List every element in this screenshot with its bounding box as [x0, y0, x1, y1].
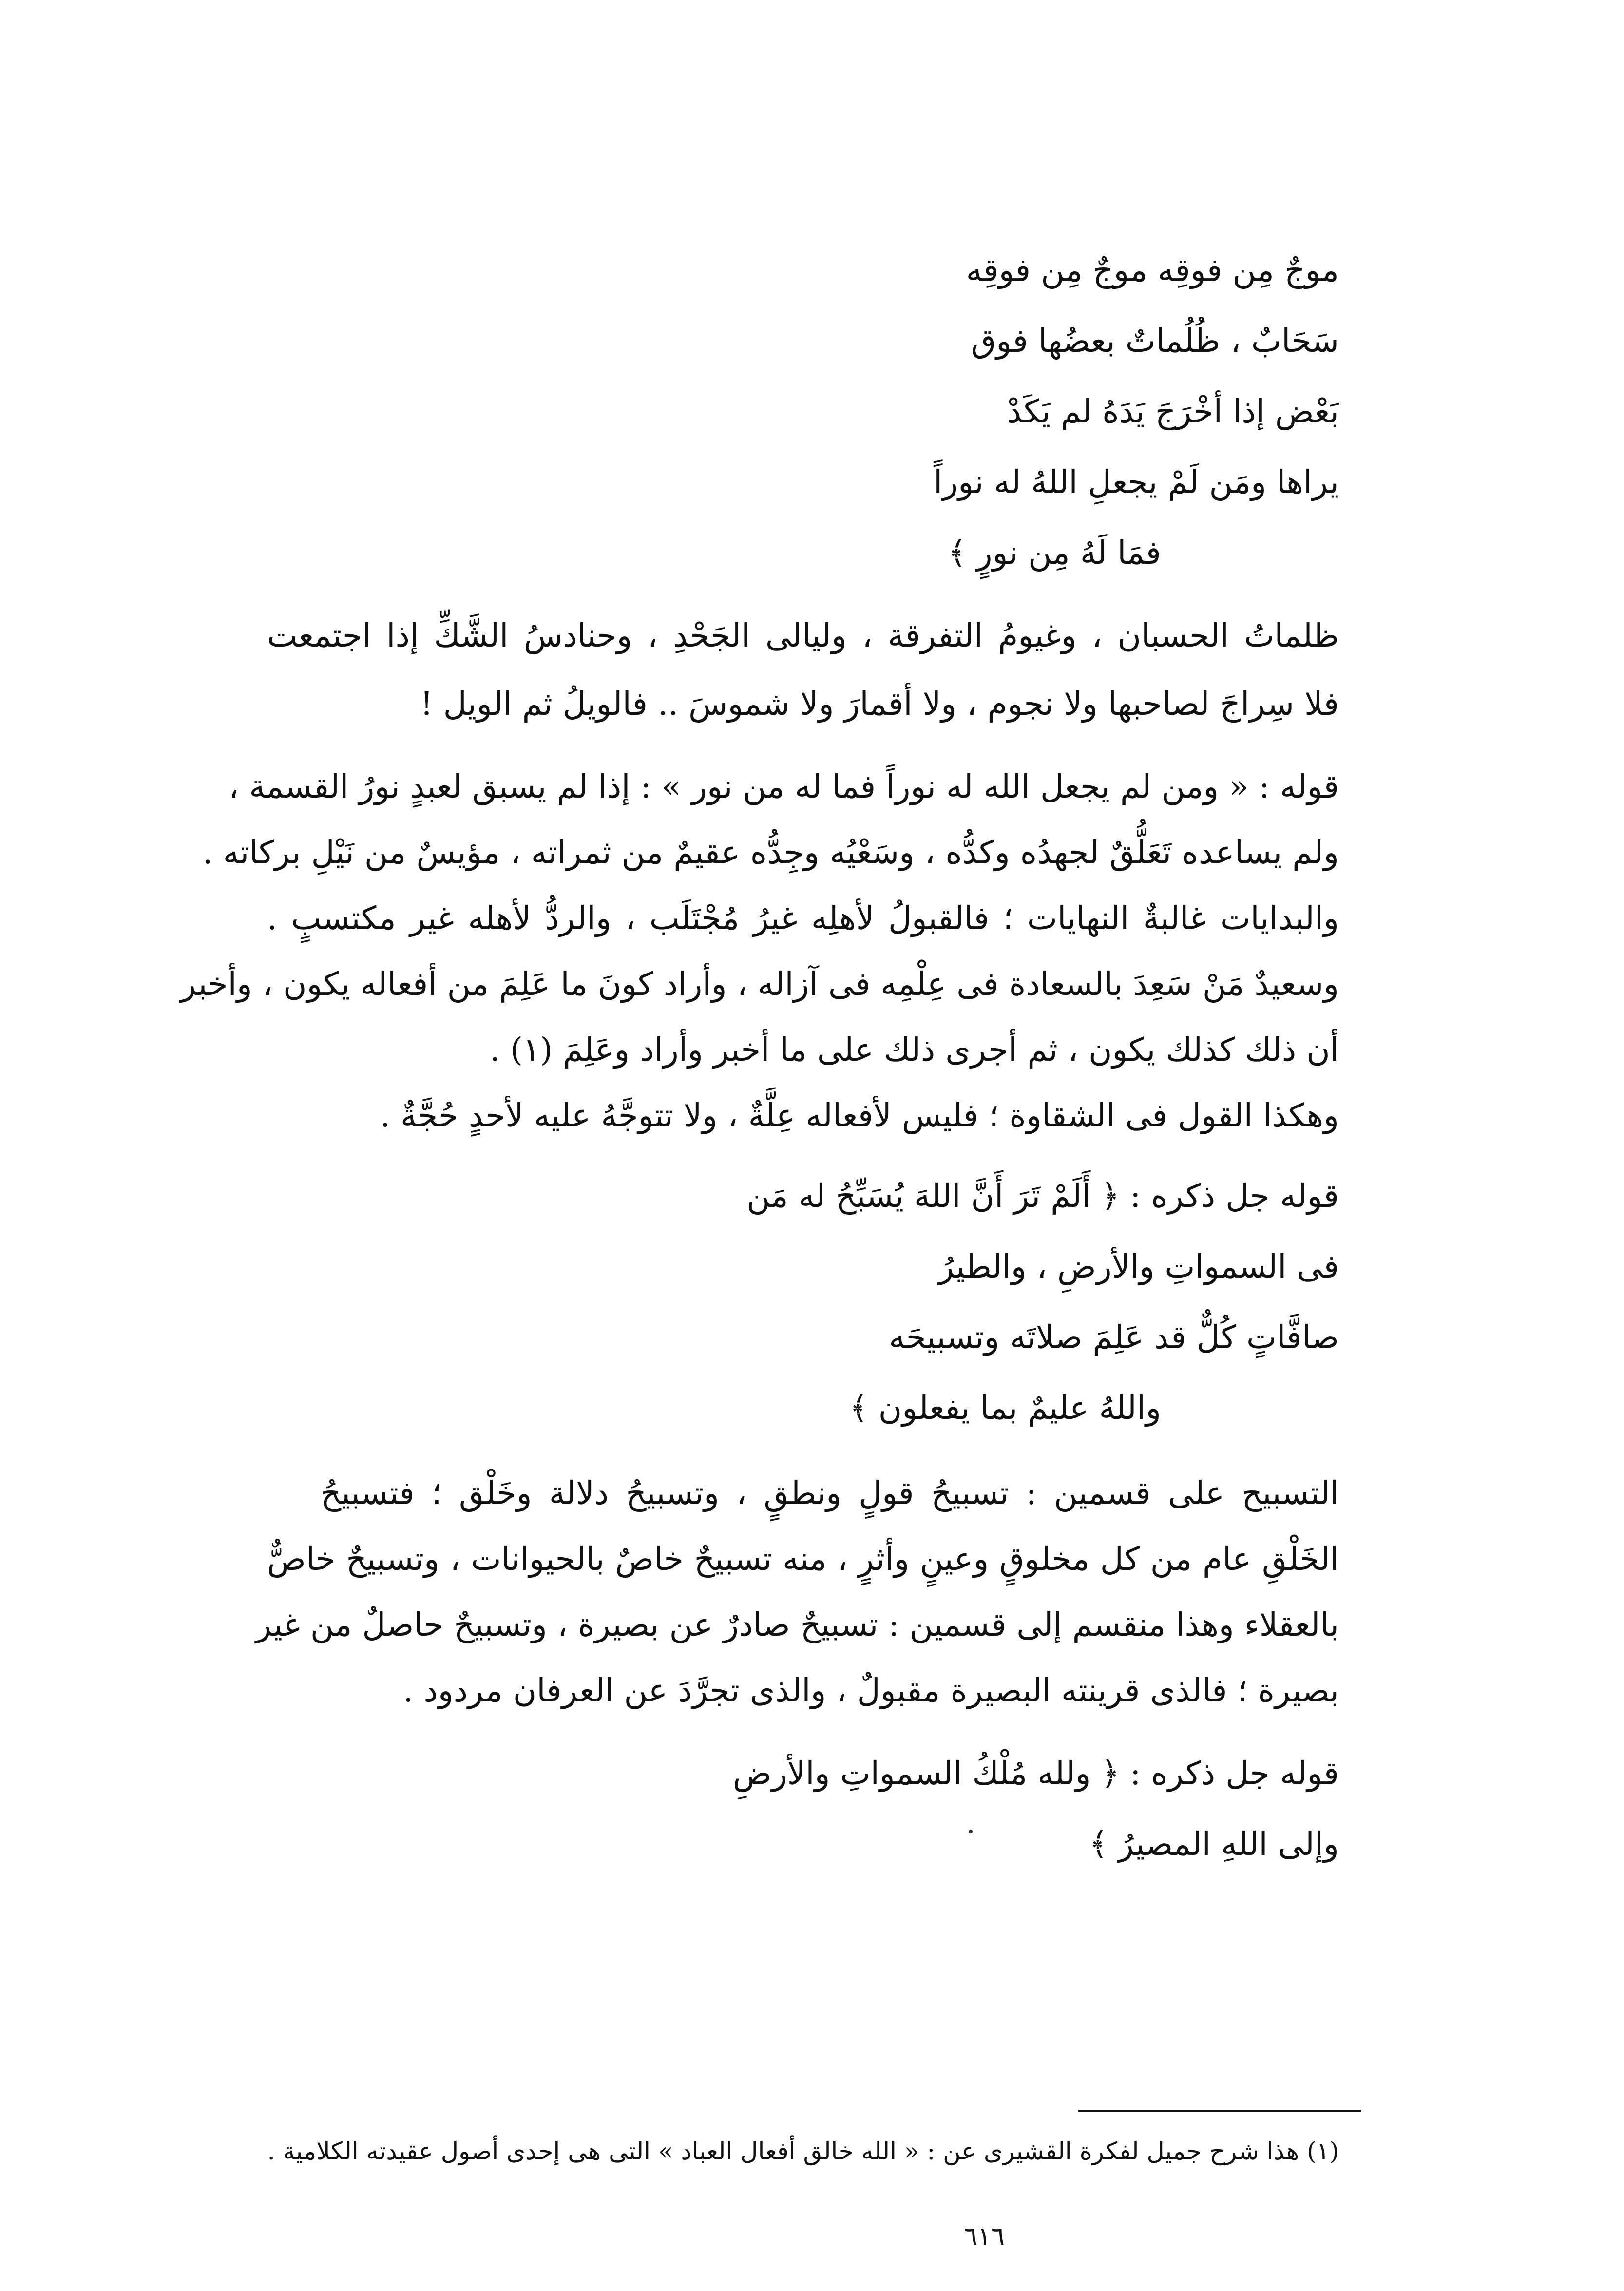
- paragraph-2-line-1: قوله : « ومن لم يجعل الله له نوراً فما له من نور » : إذا لم يسبق لعبدٍ نورُ القسمة ،: [228, 768, 1339, 805]
- paragraph-4-line-1: التسبيح على قسمين : تسبيحُ قولٍ ونطقٍ ، وتسبيحُ دلالة وخَلْق ؛ فتسبيحُ: [321, 1474, 1339, 1512]
- paragraph-4-line-3: بالعقلاء وهذا منقسم إلى قسمين : تسبيحٌ صادرٌ عن بصيرة ، وتسبيحٌ حاصلٌ من غير: [256, 1606, 1339, 1643]
- paragraph-2-line-4: وسعيدٌ مَنْ سَعِدَ بالسعادة فى عِلْمِه فى آزاله ، وأراد كونَ ما عَلِمَ من أفعاله يكون ، وأخبر: [180, 965, 1339, 1003]
- footnote-divider: [1078, 2110, 1361, 2112]
- paragraph-1-line-1: ظلماتُ الحسبان ، وغيومُ التفرقة ، وليالى الجَحْدِ ، وحنادسُ الشَّكِّ إذا اجتمعت: [267, 617, 1339, 654]
- paragraph-2-line-3: والبدايات غالبةٌ النهايات ؛ فالقبولُ لأهلِه غيرُ مُجْتَلَب ، والردُّ لأهله غير مكتسبٍ .: [267, 899, 1339, 937]
- verse-2-line-1: قوله جل ذكره : ﴿ أَلَمْ تَرَ أَنَّ اللهَ يُسَبِّحُ له مَن: [746, 1177, 1339, 1215]
- verse-3-line-2: وإلى اللهِ المصيرُ ﴾: [1089, 1825, 1339, 1863]
- paragraph-4-line-2: الخَلْقِ عام من كل مخلوقٍ وعينٍ وأثرٍ ، منه تسبيحٌ خاصٌ بالحيوانات ، وتسبيحٌ خاصٌّ: [267, 1540, 1339, 1578]
- verse-2-line-3: صافَّاتٍ كُلٌّ قد عَلِمَ صلاتَه وتسبيحَه: [889, 1318, 1339, 1356]
- verse-1-line-2: سَحَابٌ ، ظُلُماتٌ بعضُها فوق: [971, 322, 1339, 360]
- paragraph-3-line-1: وهكذا القول فى الشقاوة ؛ فليس لأفعاله عِلَّةٌ ، ولا تتوجَّهُ عليه لأحدٍ حُجَّةٌ .: [380, 1097, 1339, 1134]
- footnote: (١) هذا شرح جميل لفكرة القشيرى عن : « الله خالق أفعال العباد » التى هى إحدى أصول عقيدته الكلامية .: [267, 2137, 1339, 2165]
- paragraph-2-line-5: أن ذلك كذلك يكون ، ثم أجرى ذلك على ما أخبر وأراد وعَلِمَ (١) .: [490, 1031, 1339, 1069]
- verse-1-line-3: بَعْض إذا أخْرَجَ يَدَهُ لم يَكَدْ: [1007, 393, 1339, 430]
- verse-3-line-1: قوله جل ذكره : ﴿ ولله مُلْكُ السمواتِ والأرضِ: [732, 1755, 1339, 1792]
- verse-2-line-2: فى السمواتِ والأرضِ ، والطيرُ: [938, 1248, 1339, 1285]
- verse-1-line-1: موجٌ مِن فوقِه موجٌ مِن فوقِه: [966, 251, 1339, 289]
- verse-2-line-4: واللهُ عليمٌ بما يفعلون ﴾: [849, 1389, 1161, 1427]
- verse-1-line-4: يراها ومَن لَمْ يجعلِ اللهُ له نوراً: [933, 463, 1339, 501]
- ink-speck: [969, 1830, 973, 1833]
- verse-1-line-5: فمَا لَهُ مِن نورٍ ﴾: [948, 534, 1161, 572]
- paragraph-2-line-2: ولم يساعده تَعَلُّقٌ لجهدُه وكدُّه ، وسَعْيُه وجِدُّه عقيمٌ من ثمراته ، مؤيسٌ من نَيْلِ بركاته .: [202, 834, 1339, 871]
- page-number: ٦١٦: [964, 2222, 1005, 2251]
- paragraph-4-line-4: بصيرة ؛ فالذى قرينته البصيرة مقبولٌ ، والذى تجرَّدَ عن العرفان مردود .: [403, 1672, 1339, 1709]
- paragraph-1-line-2: فلا سِراجَ لصاحبها ولا نجوم ، ولا أقمارَ ولا شموسَ .. فالويلُ ثم الويل !: [420, 685, 1339, 723]
